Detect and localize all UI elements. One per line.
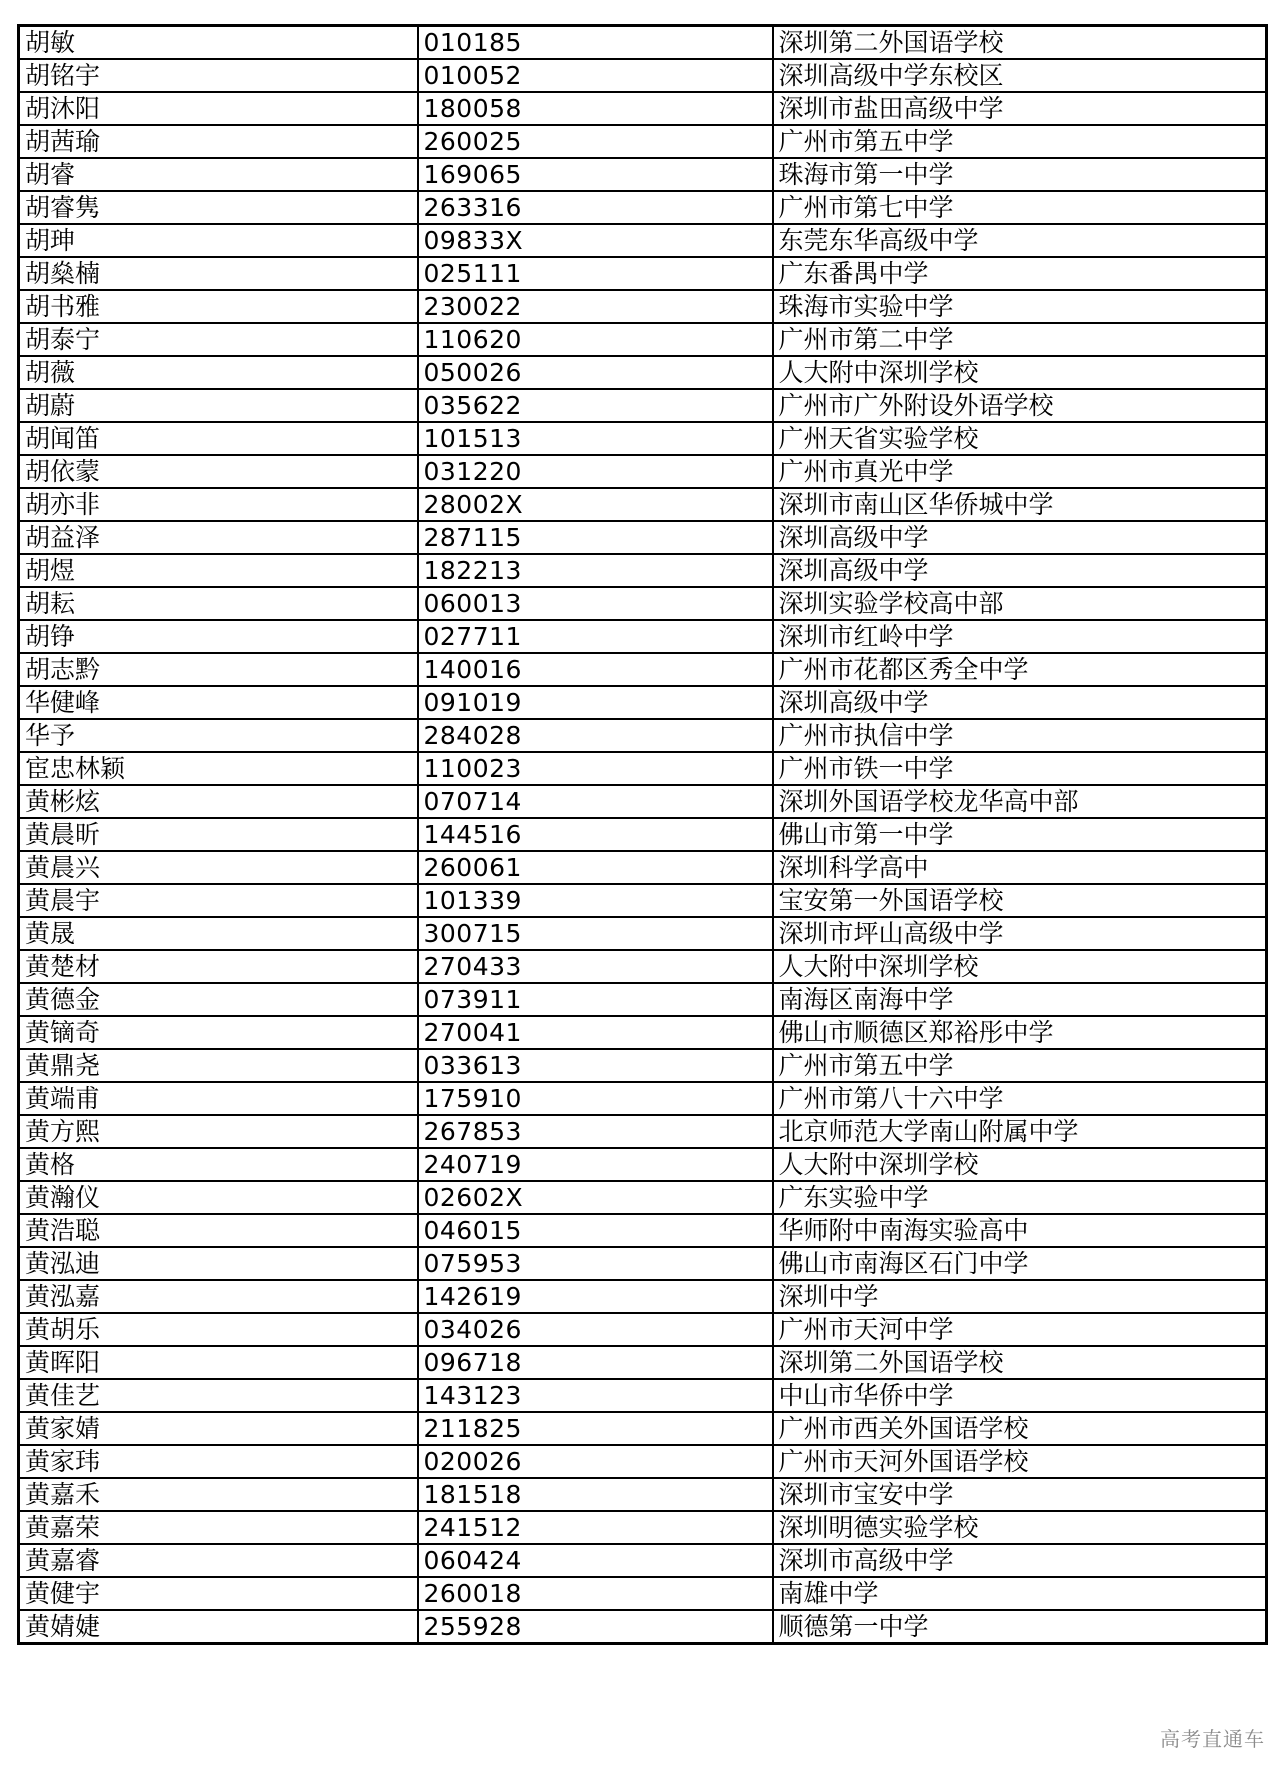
school-name-cell: 深圳科学高中	[773, 851, 1267, 884]
student-name-cell: 胡睿	[19, 158, 418, 191]
school-name-cell: 深圳高级中学东校区	[773, 59, 1267, 92]
exam-id-cell: 169065	[418, 158, 773, 191]
table-row	[19, 356, 1267, 389]
exam-id-cell: 101339	[418, 884, 773, 917]
school-name-cell: 深圳市红岭中学	[773, 620, 1267, 653]
table-row	[19, 719, 1267, 752]
school-name-cell: 深圳高级中学	[773, 521, 1267, 554]
table-row	[19, 1280, 1267, 1313]
exam-id-cell: 025111	[418, 257, 773, 290]
school-name-cell: 中山市华侨中学	[773, 1379, 1267, 1412]
exam-id-cell: 031220	[418, 455, 773, 488]
student-name-cell: 华健峰	[19, 686, 418, 719]
school-name-cell: 人大附中深圳学校	[773, 1148, 1267, 1181]
student-name-cell: 胡敏	[19, 26, 418, 60]
exam-id-cell: 020026	[418, 1445, 773, 1478]
table-row	[19, 554, 1267, 587]
exam-id-cell: 211825	[418, 1412, 773, 1445]
school-name-cell: 南雄中学	[773, 1577, 1267, 1610]
table-row	[19, 1181, 1267, 1214]
table-row	[19, 686, 1267, 719]
school-name-cell: 佛山市南海区石门中学	[773, 1247, 1267, 1280]
school-name-cell: 顺德第一中学	[773, 1610, 1267, 1644]
exam-id-cell: 287115	[418, 521, 773, 554]
exam-id-cell: 181518	[418, 1478, 773, 1511]
table-row	[19, 1412, 1267, 1445]
exam-id-cell: 144516	[418, 818, 773, 851]
exam-id-cell: 034026	[418, 1313, 773, 1346]
exam-id-cell: 142619	[418, 1280, 773, 1313]
student-name-cell: 黄彬炫	[19, 785, 418, 818]
exam-id-cell: 180058	[418, 92, 773, 125]
table-row	[19, 884, 1267, 917]
table-row	[19, 488, 1267, 521]
table-row	[19, 1346, 1267, 1379]
table-row	[19, 1247, 1267, 1280]
school-name-cell: 深圳实验学校高中部	[773, 587, 1267, 620]
student-name-cell: 黄嘉睿	[19, 1544, 418, 1577]
exam-id-cell: 110620	[418, 323, 773, 356]
student-name-cell: 黄家玮	[19, 1445, 418, 1478]
table-row	[19, 1313, 1267, 1346]
student-name-cell: 黄晨昕	[19, 818, 418, 851]
student-name-cell: 黄端甫	[19, 1082, 418, 1115]
table-row	[19, 290, 1267, 323]
student-name-cell: 黄健宇	[19, 1577, 418, 1610]
table-row	[19, 1148, 1267, 1181]
exam-id-cell: 255928	[418, 1610, 773, 1644]
roster-sheet	[17, 24, 1265, 1645]
exam-id-cell: 175910	[418, 1082, 773, 1115]
table-row	[19, 1577, 1267, 1610]
student-name-cell: 黄晖阳	[19, 1346, 418, 1379]
watermark-text: 高考直通车	[1160, 1727, 1265, 1751]
student-name-cell: 黄楚材	[19, 950, 418, 983]
student-name-cell: 黄晨兴	[19, 851, 418, 884]
school-name-cell: 广州市花都区秀全中学	[773, 653, 1267, 686]
school-name-cell: 广州市西关外国语学校	[773, 1412, 1267, 1445]
table-row	[19, 59, 1267, 92]
student-name-cell: 胡蔚	[19, 389, 418, 422]
table-row	[19, 785, 1267, 818]
student-name-cell: 胡铭宇	[19, 59, 418, 92]
exam-id-cell: 230022	[418, 290, 773, 323]
exam-id-cell: 260025	[418, 125, 773, 158]
exam-id-cell: 010185	[418, 26, 773, 60]
table-row	[19, 752, 1267, 785]
table-row	[19, 1610, 1267, 1644]
student-name-cell: 胡珅	[19, 224, 418, 257]
student-name-cell: 黄嘉禾	[19, 1478, 418, 1511]
table-row	[19, 653, 1267, 686]
roster-table	[17, 24, 1268, 1645]
school-name-cell: 深圳市南山区华侨城中学	[773, 488, 1267, 521]
exam-id-cell: 02602X	[418, 1181, 773, 1214]
exam-id-cell: 060424	[418, 1544, 773, 1577]
exam-id-cell: 073911	[418, 983, 773, 1016]
table-row	[19, 125, 1267, 158]
school-name-cell: 深圳高级中学	[773, 686, 1267, 719]
table-row	[19, 257, 1267, 290]
student-name-cell: 胡燊楠	[19, 257, 418, 290]
table-row	[19, 587, 1267, 620]
exam-id-cell: 263316	[418, 191, 773, 224]
school-name-cell: 深圳市坪山高级中学	[773, 917, 1267, 950]
school-name-cell: 广州市第五中学	[773, 125, 1267, 158]
school-name-cell: 佛山市顺德区郑裕彤中学	[773, 1016, 1267, 1049]
student-name-cell: 黄泓嘉	[19, 1280, 418, 1313]
school-name-cell: 深圳明德实验学校	[773, 1511, 1267, 1544]
student-name-cell: 黄鼎尧	[19, 1049, 418, 1082]
school-name-cell: 深圳中学	[773, 1280, 1267, 1313]
school-name-cell: 广州天省实验学校	[773, 422, 1267, 455]
table-row	[19, 521, 1267, 554]
table-row	[19, 1082, 1267, 1115]
school-name-cell: 深圳市高级中学	[773, 1544, 1267, 1577]
table-row	[19, 1016, 1267, 1049]
student-name-cell: 黄胡乐	[19, 1313, 418, 1346]
exam-id-cell: 046015	[418, 1214, 773, 1247]
student-name-cell: 胡薇	[19, 356, 418, 389]
school-name-cell: 北京师范大学南山附属中学	[773, 1115, 1267, 1148]
student-name-cell: 黄格	[19, 1148, 418, 1181]
student-name-cell: 黄镝奇	[19, 1016, 418, 1049]
exam-id-cell: 050026	[418, 356, 773, 389]
exam-id-cell: 096718	[418, 1346, 773, 1379]
school-name-cell: 南海区南海中学	[773, 983, 1267, 1016]
student-name-cell: 胡益泽	[19, 521, 418, 554]
exam-id-cell: 035622	[418, 389, 773, 422]
school-name-cell: 广州市天河中学	[773, 1313, 1267, 1346]
exam-id-cell: 140016	[418, 653, 773, 686]
school-name-cell: 广东实验中学	[773, 1181, 1267, 1214]
school-name-cell: 广州市第七中学	[773, 191, 1267, 224]
exam-id-cell: 091019	[418, 686, 773, 719]
table-row	[19, 224, 1267, 257]
student-name-cell: 胡耘	[19, 587, 418, 620]
student-name-cell: 胡闻笛	[19, 422, 418, 455]
school-name-cell: 珠海市第一中学	[773, 158, 1267, 191]
student-name-cell: 华予	[19, 719, 418, 752]
exam-id-cell: 260018	[418, 1577, 773, 1610]
student-name-cell: 宦忠林颖	[19, 752, 418, 785]
exam-id-cell: 060013	[418, 587, 773, 620]
school-name-cell: 广州市广外附设外语学校	[773, 389, 1267, 422]
exam-id-cell: 28002X	[418, 488, 773, 521]
table-row	[19, 1544, 1267, 1577]
exam-id-cell: 284028	[418, 719, 773, 752]
student-name-cell: 黄泓迪	[19, 1247, 418, 1280]
table-row	[19, 92, 1267, 125]
student-name-cell: 黄瀚仪	[19, 1181, 418, 1214]
student-name-cell: 胡煜	[19, 554, 418, 587]
exam-id-cell: 075953	[418, 1247, 773, 1280]
table-row	[19, 818, 1267, 851]
table-row	[19, 1445, 1267, 1478]
exam-id-cell: 267853	[418, 1115, 773, 1148]
exam-id-cell: 070714	[418, 785, 773, 818]
student-name-cell: 黄德金	[19, 983, 418, 1016]
table-row	[19, 1478, 1267, 1511]
school-name-cell: 深圳外国语学校龙华高中部	[773, 785, 1267, 818]
school-name-cell: 广东番禺中学	[773, 257, 1267, 290]
exam-id-cell: 182213	[418, 554, 773, 587]
student-name-cell: 胡依蒙	[19, 455, 418, 488]
table-row	[19, 26, 1267, 60]
exam-id-cell: 010052	[418, 59, 773, 92]
school-name-cell: 东莞东华高级中学	[773, 224, 1267, 257]
table-row	[19, 455, 1267, 488]
exam-id-cell: 09833X	[418, 224, 773, 257]
school-name-cell: 宝安第一外国语学校	[773, 884, 1267, 917]
school-name-cell: 广州市铁一中学	[773, 752, 1267, 785]
table-row	[19, 1214, 1267, 1247]
table-row	[19, 1379, 1267, 1412]
student-name-cell: 胡睿隽	[19, 191, 418, 224]
school-name-cell: 人大附中深圳学校	[773, 950, 1267, 983]
school-name-cell: 深圳市盐田高级中学	[773, 92, 1267, 125]
table-row	[19, 1511, 1267, 1544]
exam-id-cell: 027711	[418, 620, 773, 653]
student-name-cell: 胡书雅	[19, 290, 418, 323]
table-row	[19, 158, 1267, 191]
table-row	[19, 323, 1267, 356]
student-name-cell: 黄晨宇	[19, 884, 418, 917]
exam-id-cell: 033613	[418, 1049, 773, 1082]
student-name-cell: 黄方熙	[19, 1115, 418, 1148]
student-name-cell: 黄佳艺	[19, 1379, 418, 1412]
table-row	[19, 851, 1267, 884]
school-name-cell: 广州市第五中学	[773, 1049, 1267, 1082]
school-name-cell: 深圳第二外国语学校	[773, 26, 1267, 60]
school-name-cell: 珠海市实验中学	[773, 290, 1267, 323]
student-name-cell: 黄浩聪	[19, 1214, 418, 1247]
table-row	[19, 950, 1267, 983]
table-row	[19, 389, 1267, 422]
exam-id-cell: 300715	[418, 917, 773, 950]
school-name-cell: 广州市第二中学	[773, 323, 1267, 356]
student-name-cell: 胡沐阳	[19, 92, 418, 125]
school-name-cell: 人大附中深圳学校	[773, 356, 1267, 389]
table-row	[19, 422, 1267, 455]
student-name-cell: 黄晟	[19, 917, 418, 950]
student-name-cell: 胡泰宁	[19, 323, 418, 356]
roster-body	[19, 26, 1267, 1644]
table-row	[19, 191, 1267, 224]
student-name-cell: 黄嘉荣	[19, 1511, 418, 1544]
student-name-cell: 黄家婧	[19, 1412, 418, 1445]
school-name-cell: 佛山市第一中学	[773, 818, 1267, 851]
exam-id-cell: 260061	[418, 851, 773, 884]
exam-id-cell: 270433	[418, 950, 773, 983]
student-name-cell: 黄婧婕	[19, 1610, 418, 1644]
student-name-cell: 胡铮	[19, 620, 418, 653]
school-name-cell: 广州市真光中学	[773, 455, 1267, 488]
exam-id-cell: 101513	[418, 422, 773, 455]
school-name-cell: 深圳第二外国语学校	[773, 1346, 1267, 1379]
table-row	[19, 917, 1267, 950]
school-name-cell: 广州市执信中学	[773, 719, 1267, 752]
school-name-cell: 广州市天河外国语学校	[773, 1445, 1267, 1478]
exam-id-cell: 240719	[418, 1148, 773, 1181]
exam-id-cell: 241512	[418, 1511, 773, 1544]
exam-id-cell: 143123	[418, 1379, 773, 1412]
table-row	[19, 983, 1267, 1016]
school-name-cell: 深圳市宝安中学	[773, 1478, 1267, 1511]
exam-id-cell: 270041	[418, 1016, 773, 1049]
student-name-cell: 胡亦非	[19, 488, 418, 521]
table-row	[19, 1115, 1267, 1148]
exam-id-cell: 110023	[418, 752, 773, 785]
table-row	[19, 620, 1267, 653]
student-name-cell: 胡志黔	[19, 653, 418, 686]
school-name-cell: 广州市第八十六中学	[773, 1082, 1267, 1115]
school-name-cell: 深圳高级中学	[773, 554, 1267, 587]
school-name-cell: 华师附中南海实验高中	[773, 1214, 1267, 1247]
student-name-cell: 胡茜瑜	[19, 125, 418, 158]
table-row	[19, 1049, 1267, 1082]
